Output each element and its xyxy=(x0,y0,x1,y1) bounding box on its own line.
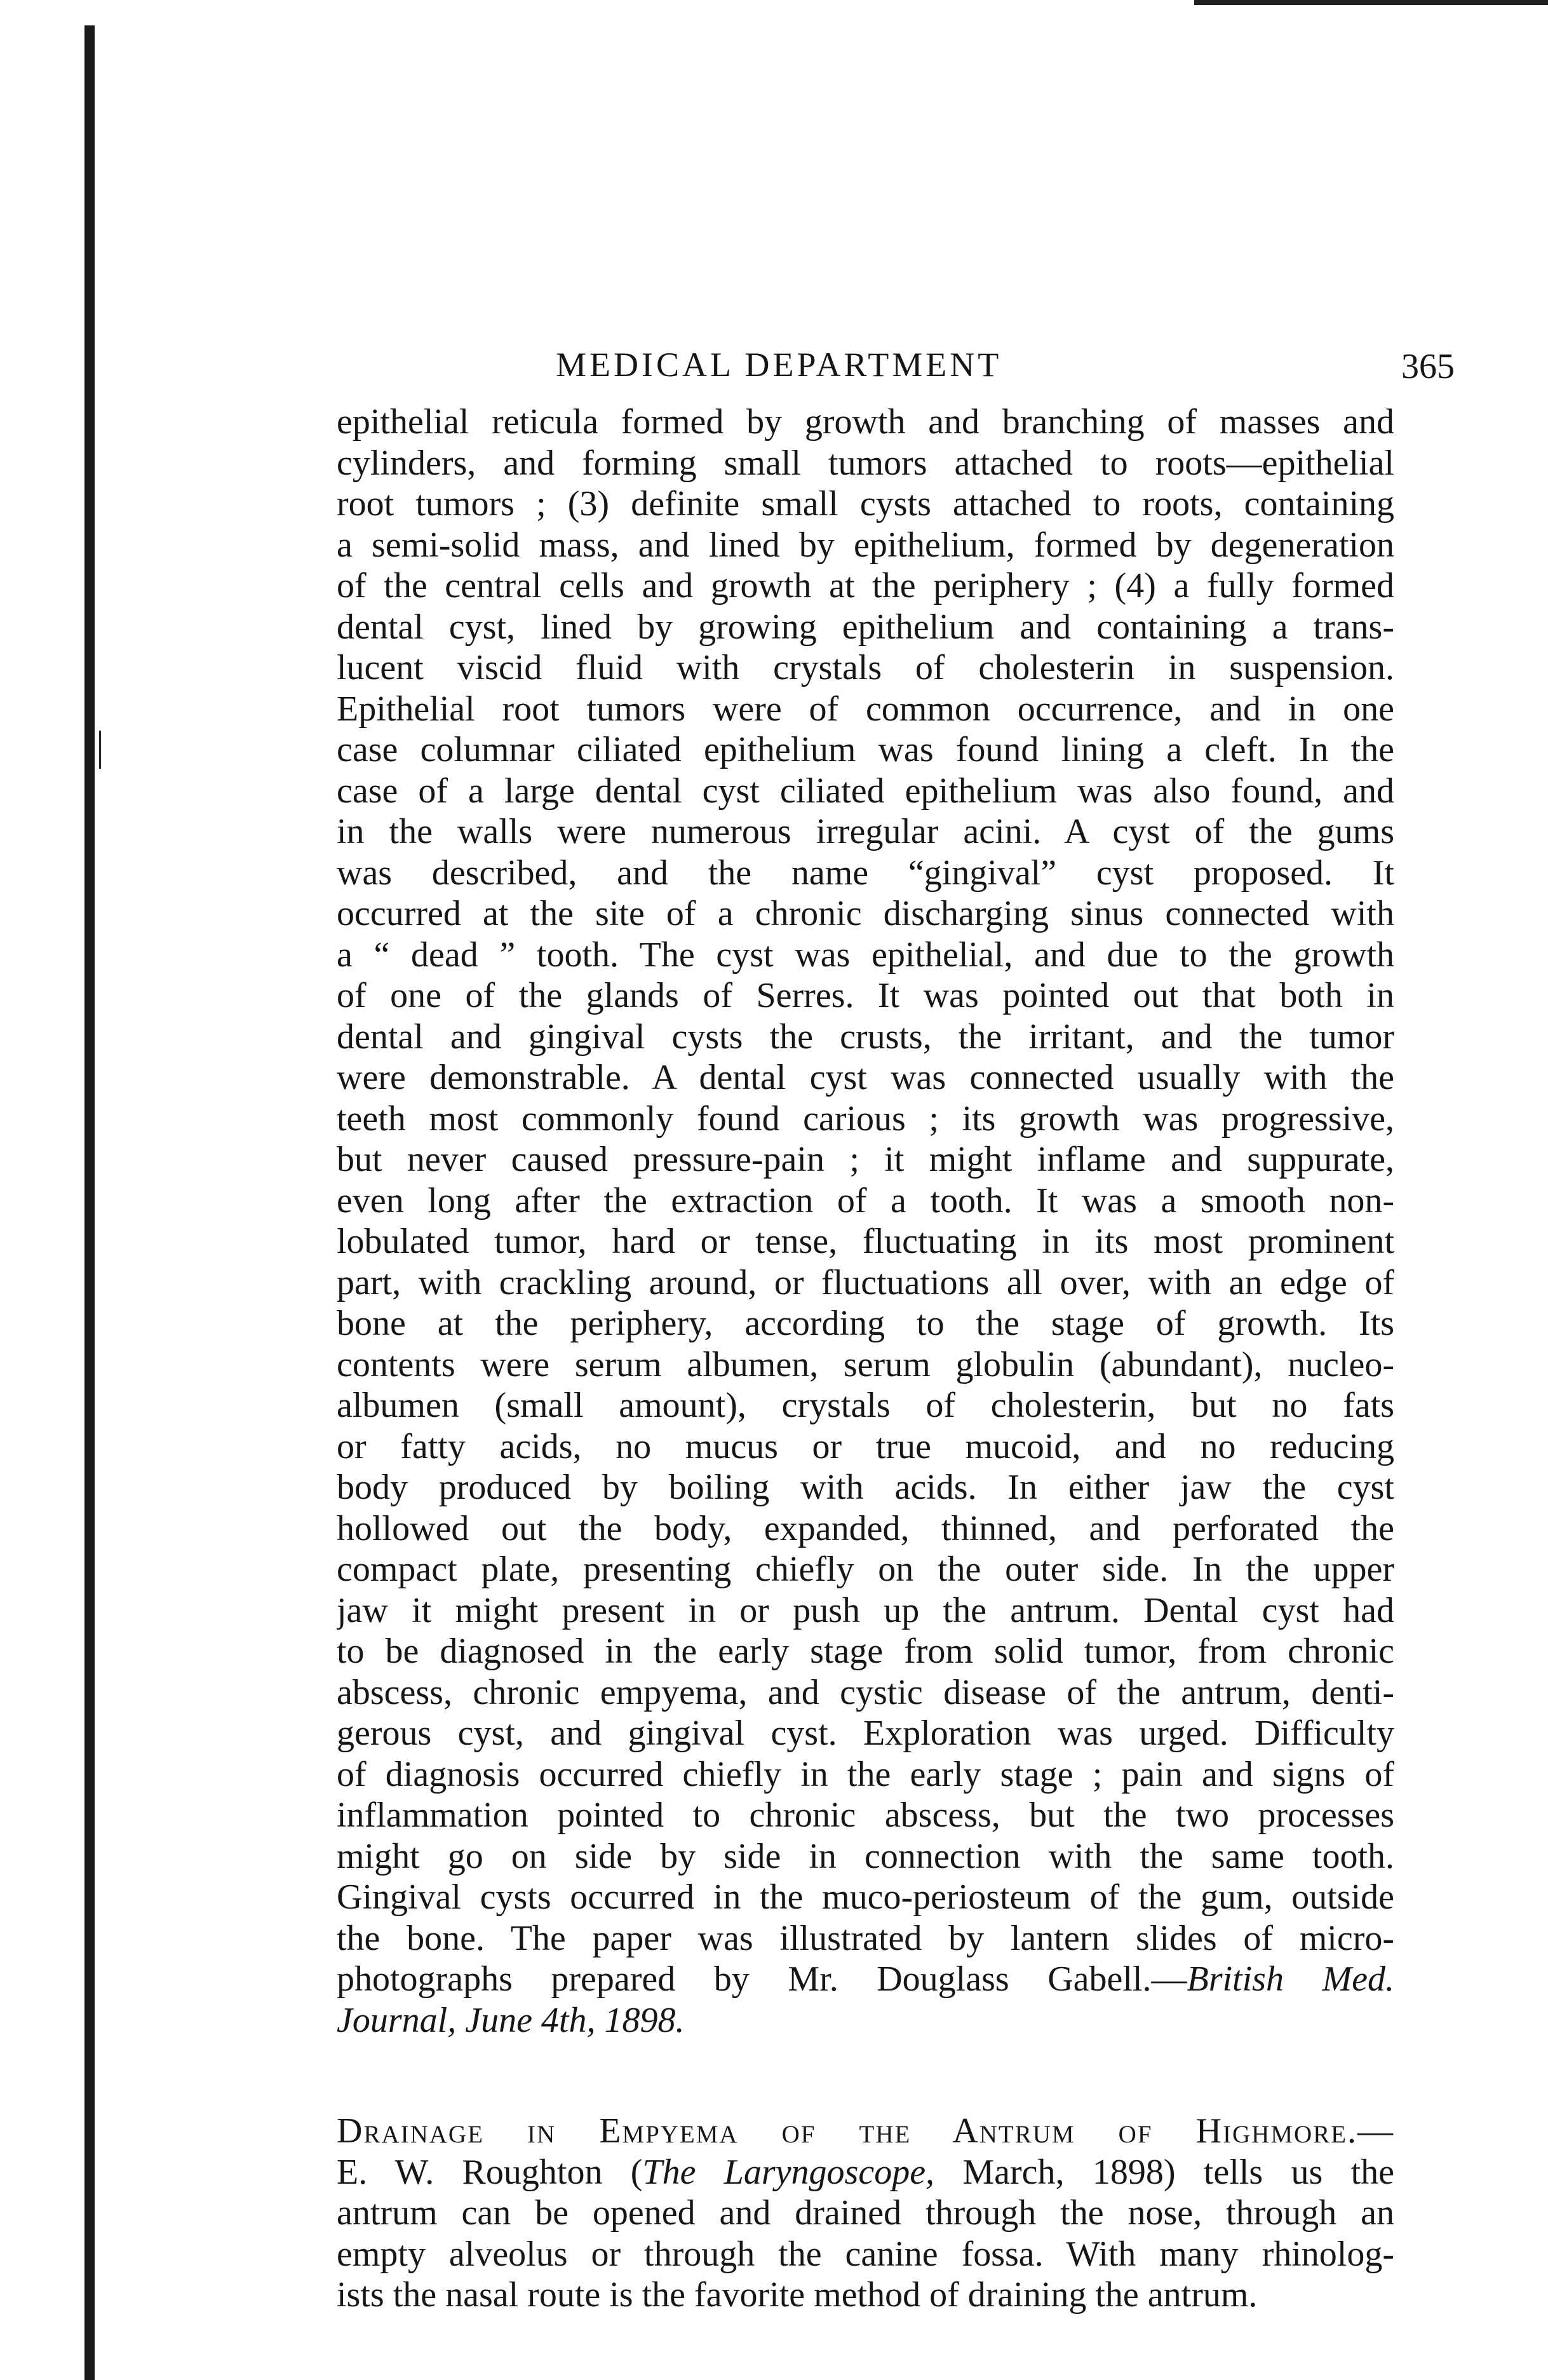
paragraph-1-line: contents were serum albumen, serum globulin (abundant), nucleo- xyxy=(337,1344,1394,1384)
paragraph-2-line-1 xyxy=(337,2152,1394,2193)
author-text: E. W. Roughton ( xyxy=(337,2152,643,2192)
paragraph-1-line: to be diagnosed in the early stage from solid tumor, from chronic xyxy=(337,1632,1394,1671)
body-text xyxy=(337,402,1394,2316)
paragraph-1-line: bone at the periphery, according to the stage of growth. Its xyxy=(337,1304,1394,1343)
paragraph-1-line: Gingival cysts occurred in the muco-periosteum of the gum, outside xyxy=(337,1877,1394,1917)
paragraph-1-line: might go on side by side in connection with the same tooth. xyxy=(337,1836,1394,1876)
paragraph-1-line: body produced by boiling with acids. In either jaw the cyst xyxy=(337,1468,1394,1507)
citation-journal: British Med. xyxy=(1187,1959,1394,1999)
page-number: 365 xyxy=(1401,347,1455,386)
scan-mark xyxy=(99,731,101,769)
paragraph-1-line: in the walls were numerous irregular acini. A cyst of the gums xyxy=(337,812,1394,851)
date-text: March, 1898) tells us the xyxy=(934,2152,1394,2192)
paragraph-1-line: lobulated tumor, hard or tense, fluctuating in its most prominent xyxy=(337,1222,1394,1261)
paragraph-1-line: of the central cells and growth at the periphery ; (4) a fully formed xyxy=(337,566,1394,605)
paragraph-1-line: case columnar ciliated epithelium was found lining a cleft. In the xyxy=(337,730,1394,769)
paragraph-2-line: empty alveolus or through the canine fossa. With many rhinolog- xyxy=(337,2234,1394,2274)
scan-top-rule xyxy=(1194,0,1548,5)
paragraph-1-line: inflammation pointed to chronic abscess, but the two processes xyxy=(337,1795,1394,1835)
paragraph-1-line: case of a large dental cyst ciliated epithelium was also found, and xyxy=(337,771,1394,811)
paragraph-1 xyxy=(337,402,1394,2000)
paragraph-1-line: of one of the glands of Serres. It was pointed out that both in xyxy=(337,976,1394,1015)
paragraph-1-line: albumen (small amount), crystals of cholesterin, but no fats xyxy=(337,1386,1394,1425)
paragraph-1-line: epithelial reticula formed by growth and branching of masses and xyxy=(337,402,1394,442)
paragraph-1-citation-line xyxy=(337,2000,1394,2041)
paragraph-1-line: or fatty acids, no mucus or true mucoid, and no reducing xyxy=(337,1426,1394,1466)
paragraph-2-heading-line xyxy=(337,2111,1394,2152)
paragraph-1-line: part, with crackling around, or fluctuations all over, with an edge of xyxy=(337,1262,1394,1302)
paragraph-2 xyxy=(337,2193,1394,2316)
paragraph-1-line: were demonstrable. A dental cyst was connected usually with the xyxy=(337,1058,1394,1097)
paragraph-1-line: even long after the extraction of a tooth. It was a smooth non- xyxy=(337,1180,1394,1220)
paragraph-1-line: gerous cyst, and gingival cyst. Exploration was urged. Difficulty xyxy=(337,1714,1394,1753)
paragraph-1-line: a semi-solid mass, and lined by epithelium, formed by degeneration xyxy=(337,525,1394,565)
citation-journal-cont: Journal, June 4th, 1898. xyxy=(337,2000,685,2040)
paragraph-1-line: was described, and the name “gingival” cyst proposed. It xyxy=(337,853,1394,893)
paragraph-1-line: teeth most commonly found carious ; its growth was progressive, xyxy=(337,1099,1394,1139)
page-header xyxy=(337,340,1505,391)
paragraph-1-line: lucent viscid fluid with crystals of cholesterin in suspension. xyxy=(337,648,1394,687)
paragraph-1-line: compact plate, presenting chiefly on the outer side. In the upper xyxy=(337,1550,1394,1589)
section-heading: Drainage in Empyema of the Antrum of Highmore.— xyxy=(337,2111,1394,2151)
paragraph-1-line: occurred at the site of a chronic discharging sinus connected with xyxy=(337,894,1394,933)
paragraph-1-line: Epithelial root tumors were of common occurrence, and in one xyxy=(337,689,1394,729)
paragraph-2-line: antrum can be opened and drained through the nose, through an xyxy=(337,2193,1394,2233)
paragraph-gap xyxy=(337,2041,1394,2111)
paragraph-1-line: jaw it might present in or push up the antrum. Dental cyst had xyxy=(337,1590,1394,1630)
paragraph-1-line: a “ dead ” tooth. The cyst was epithelial, and due to the growth xyxy=(337,935,1394,975)
paragraph-1-line: the bone. The paper was illustrated by lantern slides of micro- xyxy=(337,1918,1394,1958)
running-head: MEDICAL DEPARTMENT xyxy=(556,346,1002,384)
paragraph-1-line: dental cyst, lined by growing epithelium and containing a trans- xyxy=(337,607,1394,647)
line-text: photographs prepared by Mr. Douglass Gabell.— xyxy=(337,1959,1187,1999)
paragraph-1-line: but never caused pressure-pain ; it might inflame and suppurate, xyxy=(337,1140,1394,1179)
paragraph-1-line: hollowed out the body, expanded, thinned, and perforated the xyxy=(337,1508,1394,1548)
paragraph-1-line: root tumors ; (3) definite small cysts attached to roots, containing xyxy=(337,484,1394,524)
paragraph-2-line: ists the nasal route is the favorite method of draining the antrum. xyxy=(337,2275,1258,2315)
paragraph-1-line: cylinders, and forming small tumors attached to roots—epithelial xyxy=(337,443,1394,483)
paragraph-1-line xyxy=(337,1959,1394,2000)
paragraph-1-line: dental and gingival cysts the crusts, the irritant, and the tumor xyxy=(337,1017,1394,1057)
paragraph-1-line: of diagnosis occurred chiefly in the early stage ; pain and signs of xyxy=(337,1754,1394,1794)
paragraph-1-line: abscess, chronic empyema, and cystic disease of the antrum, denti- xyxy=(337,1672,1394,1712)
journal-name: The Laryngoscope, xyxy=(642,2152,935,2192)
scan-binding-edge xyxy=(84,25,95,2380)
